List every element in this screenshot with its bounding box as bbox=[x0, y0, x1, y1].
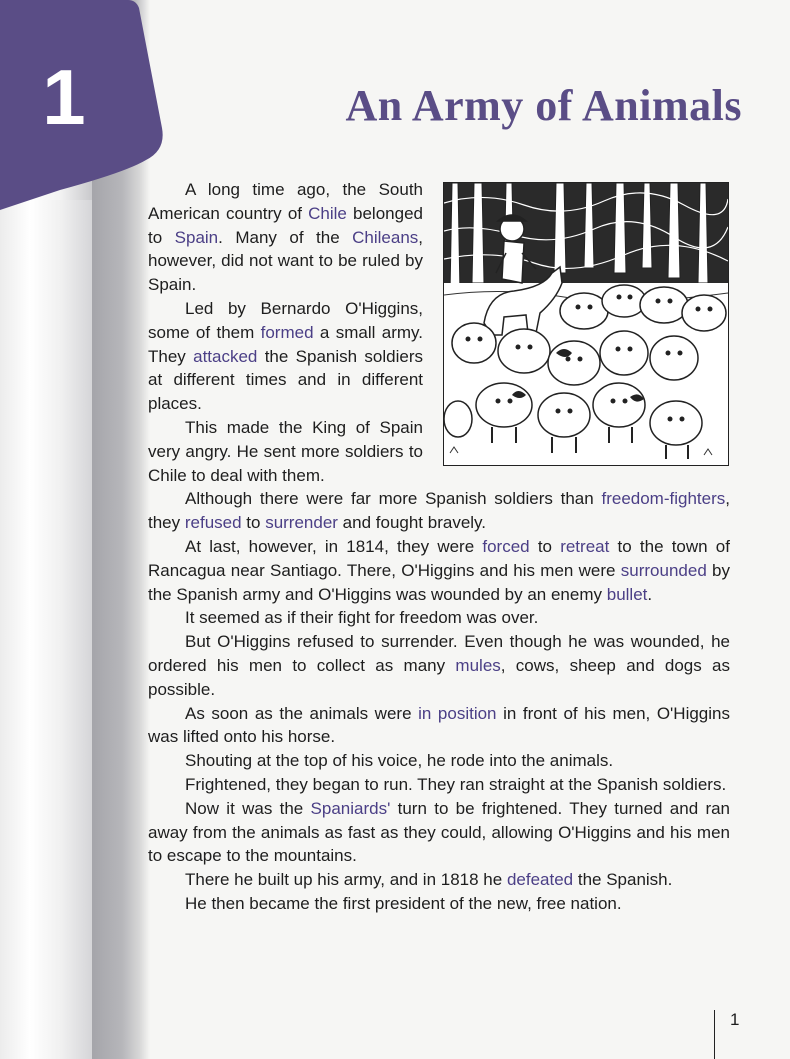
vocab-word: in position bbox=[418, 703, 497, 723]
vocab-word: surrounded bbox=[620, 560, 707, 580]
vocab-word: attacked bbox=[193, 346, 258, 366]
binding-highlight bbox=[0, 200, 92, 1059]
vocab-word: Spaniards' bbox=[310, 798, 391, 818]
vocab-word: mules bbox=[455, 655, 501, 675]
story-paragraph: Led by Bernardo O'Higgins, some of them formed a small army. They attacked the Spanish soldiers at different times and in different places. bbox=[148, 298, 423, 414]
vocab-word: refused bbox=[184, 513, 242, 533]
story-paragraph: A long time ago, the South American country of Chile belonged to Spain. Many of the Chileans, however, did not want to be ruled by Spain. bbox=[148, 180, 424, 295]
chapter-tab bbox=[0, 0, 165, 210]
page-number-divider bbox=[714, 1010, 715, 1059]
vocab-word: freedom-fighters bbox=[601, 489, 726, 509]
vocab-word: forced bbox=[482, 536, 530, 556]
vocab-word: formed bbox=[260, 322, 314, 342]
story-paragraph: There he built up his army, and in 1818 he defeated the Spanish. bbox=[185, 870, 673, 890]
vocab-word: bullet bbox=[606, 584, 648, 604]
story-paragraph: Although there were far more Spanish soldiers than freedom-fighters, they refused to surrender and fought bravely. bbox=[148, 489, 730, 533]
vocab-word: Spain bbox=[174, 227, 219, 247]
story-paragraph: This made the King of Spain very angry. He sent more soldiers to Chile to deal with them. bbox=[148, 417, 423, 485]
chapter-title: An Army of Animals bbox=[345, 81, 742, 130]
vocab-word: retreat bbox=[560, 536, 610, 556]
chapter-number: 1 bbox=[42, 53, 86, 141]
story-paragraph: Now it was the Spaniards' turn to be frightened. They turned and ran away from the animals as fast as they could, allowing O'Higgins and his men to escape to the mountains. bbox=[148, 798, 731, 866]
story-paragraph: As soon as the animals were in position in front of his men, O'Higgins was lifted onto his horse. bbox=[148, 703, 730, 747]
vocab-word: Chile bbox=[308, 203, 347, 223]
story-paragraph: He then became the first president of the new, free nation. bbox=[185, 893, 622, 913]
vocab-word: surrender bbox=[265, 513, 338, 533]
vocab-word: defeated bbox=[506, 870, 574, 890]
story-paragraph: Shouting at the top of his voice, he rode into the animals. bbox=[185, 751, 614, 771]
story-paragraph: But O'Higgins refused to surrender. Even though he was wounded, he ordered his men to collect as many mules, cows, sheep and dogs as possible. bbox=[148, 632, 730, 699]
story-text bbox=[148, 178, 730, 916]
story-paragraph: At last, however, in 1814, they were forced to retreat to the town of Rancagua near Santiago. There, O'Higgins and his men were surrounded by the Spanish army and O'Higgins was wounded by an enemy bullet. bbox=[148, 536, 731, 604]
binding-gutter bbox=[92, 150, 150, 1059]
vocab-word: Chileans bbox=[352, 227, 419, 247]
page-number: 1 bbox=[730, 1010, 740, 1029]
story-paragraph: Frightened, they began to run. They ran straight at the Spanish soldiers. bbox=[185, 774, 727, 794]
story-paragraph: It seemed as if their fight for freedom was over. bbox=[185, 608, 539, 628]
